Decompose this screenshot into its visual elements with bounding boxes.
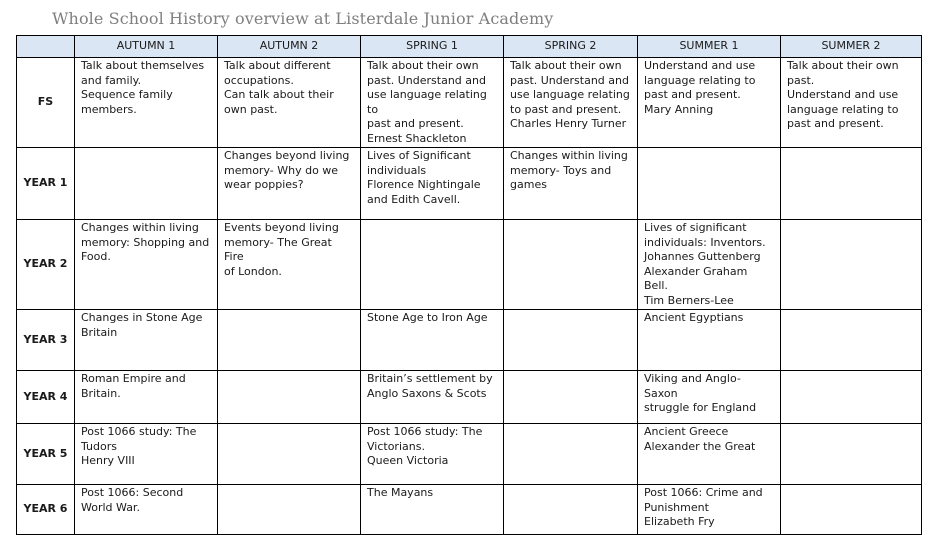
cell-text-line: Talk about their own bbox=[367, 59, 479, 72]
cell-text-line: Britain bbox=[81, 325, 118, 339]
cell-text-line: Talk about themselves bbox=[81, 59, 205, 72]
cell-text-line: Post 1066 study: The bbox=[367, 425, 483, 438]
cell-text-line: Johannes Guttenberg bbox=[644, 250, 761, 263]
table-cell bbox=[75, 220, 218, 310]
table-cell bbox=[361, 424, 504, 485]
cell-text-line: memory- The Great Fire bbox=[224, 235, 336, 263]
row-header: FS bbox=[17, 58, 75, 148]
cell-text-line: past and present. bbox=[644, 88, 741, 101]
cell-text-line: Talk about different bbox=[224, 59, 331, 72]
table-cell bbox=[504, 58, 638, 148]
table-cell bbox=[781, 310, 922, 371]
column-header: SUMMER 1 bbox=[638, 36, 781, 58]
cell-text-line: Food. bbox=[81, 250, 111, 263]
cell-text-line: Henry VIII bbox=[81, 454, 135, 467]
cell-text-line: Sequence family bbox=[81, 88, 173, 101]
table-cell bbox=[781, 485, 922, 535]
column-header: SPRING 2 bbox=[504, 36, 638, 58]
cell-text-line: and family. bbox=[81, 73, 142, 87]
table-row bbox=[17, 148, 922, 220]
cell-text-line: individuals bbox=[367, 163, 427, 177]
table-row bbox=[17, 424, 922, 485]
table-cell bbox=[638, 148, 781, 220]
row-header: YEAR 4 bbox=[17, 371, 75, 424]
cell-text-line: Stone Age to Iron Age bbox=[367, 311, 488, 324]
corner-cell bbox=[17, 36, 75, 58]
cell-text-line: past and present. bbox=[367, 117, 464, 130]
table-cell bbox=[361, 58, 504, 148]
cell-text-line: individuals: Inventors. bbox=[644, 235, 766, 249]
table-cell bbox=[638, 220, 781, 310]
table-cell bbox=[504, 485, 638, 535]
table-cell bbox=[218, 371, 361, 424]
table-cell bbox=[781, 148, 922, 220]
table-cell bbox=[638, 371, 781, 424]
header-row bbox=[17, 36, 922, 58]
table-cell bbox=[218, 58, 361, 148]
cell-text-line: language relating to bbox=[787, 102, 899, 116]
table-cell bbox=[361, 310, 504, 371]
cell-text-line: Tim Berners-Lee bbox=[644, 293, 734, 307]
cell-text-line: Victorians. bbox=[367, 439, 425, 453]
cell-text-line: Post 1066: Crime and bbox=[644, 486, 763, 499]
cell-text-line: members. bbox=[81, 102, 137, 116]
table-cell bbox=[504, 310, 638, 371]
table-cell bbox=[781, 424, 922, 485]
row-header: YEAR 3 bbox=[17, 310, 75, 371]
cell-text-line: Tudors bbox=[81, 439, 117, 453]
table-cell bbox=[218, 310, 361, 371]
table-row bbox=[17, 485, 922, 535]
column-header: SUMMER 2 bbox=[781, 36, 922, 58]
table-cell bbox=[75, 310, 218, 371]
cell-text-line: struggle for England bbox=[644, 401, 757, 414]
table-row bbox=[17, 58, 922, 148]
cell-text-line: use language relating to bbox=[367, 88, 491, 116]
table-cell bbox=[361, 371, 504, 424]
cell-text-line: Understand and use bbox=[644, 59, 756, 72]
table-row bbox=[17, 371, 922, 424]
table-row bbox=[17, 220, 922, 310]
cell-text-line: memory- Why do we bbox=[224, 163, 339, 177]
cell-text-line: Punishment bbox=[644, 500, 709, 514]
cell-text-line: to past and present. bbox=[510, 102, 622, 116]
cell-text-line: Florence Nightingale bbox=[367, 178, 481, 191]
cell-text-line: Viking and Anglo-Saxon bbox=[644, 372, 741, 400]
cell-text-line: Ancient Greece bbox=[644, 425, 729, 438]
table-cell bbox=[75, 485, 218, 535]
table-cell bbox=[75, 148, 218, 220]
cell-text-line: Post 1066 study: The bbox=[81, 425, 197, 438]
row-header: YEAR 1 bbox=[17, 148, 75, 220]
cell-text-line: Lives of Significant bbox=[367, 149, 471, 162]
cell-text-line: Charles Henry Turner bbox=[510, 117, 627, 130]
cell-text-line: games bbox=[510, 178, 547, 191]
table-cell bbox=[504, 148, 638, 220]
cell-text-line: memory: Shopping and bbox=[81, 235, 210, 249]
column-header: AUTUMN 2 bbox=[218, 36, 361, 58]
cell-text-line: Changes within living bbox=[510, 149, 628, 162]
table-cell bbox=[638, 485, 781, 535]
table-cell bbox=[781, 371, 922, 424]
table-cell bbox=[218, 424, 361, 485]
table-cell bbox=[504, 424, 638, 485]
table-cell bbox=[361, 485, 504, 535]
table-cell bbox=[504, 220, 638, 310]
cell-text-line: Changes in Stone Age bbox=[81, 311, 203, 324]
table-cell bbox=[361, 148, 504, 220]
table-cell bbox=[781, 220, 922, 310]
cell-text-line: Ernest Shackleton bbox=[367, 131, 467, 145]
cell-text-line: occupations. bbox=[224, 73, 294, 87]
cell-text-line: Mary Anning bbox=[644, 102, 714, 116]
cell-text-line: Anglo Saxons & Scots bbox=[367, 386, 487, 400]
cell-text-line: Queen Victoria bbox=[367, 454, 449, 467]
cell-text-line: Ancient Egyptians bbox=[644, 311, 744, 324]
column-header: AUTUMN 1 bbox=[75, 36, 218, 58]
cell-text-line: past and present. bbox=[787, 117, 884, 130]
table-row bbox=[17, 310, 922, 371]
cell-text-line: Roman Empire and bbox=[81, 372, 186, 385]
cell-text-line: Changes within living bbox=[81, 221, 199, 234]
cell-text-line: Understand and use bbox=[787, 88, 899, 101]
table-cell bbox=[218, 148, 361, 220]
cell-text-line: Post 1066: Second bbox=[81, 486, 184, 499]
column-header: SPRING 1 bbox=[361, 36, 504, 58]
cell-text-line: use language relating bbox=[510, 88, 630, 101]
cell-text-line: Alexander the Great bbox=[644, 439, 756, 453]
table-cell bbox=[781, 58, 922, 148]
cell-text-line: World War. bbox=[81, 500, 140, 514]
history-overview-table bbox=[16, 35, 922, 535]
cell-text-line: wear poppies? bbox=[224, 178, 304, 191]
table-cell bbox=[218, 485, 361, 535]
document-title: Whole School History overview at Listerdale Junior Academy bbox=[52, 9, 554, 28]
cell-text-line: Talk about their own bbox=[510, 59, 622, 72]
row-header: YEAR 2 bbox=[17, 220, 75, 310]
table-cell bbox=[218, 220, 361, 310]
cell-text-line: Changes beyond living bbox=[224, 149, 350, 162]
cell-text-line: Elizabeth Fry bbox=[644, 515, 715, 528]
table-cell bbox=[638, 310, 781, 371]
cell-text-line: Alexander Graham Bell. bbox=[644, 264, 751, 292]
cell-text-line: Talk about their own bbox=[787, 59, 899, 72]
table-cell bbox=[75, 58, 218, 148]
row-header: YEAR 6 bbox=[17, 485, 75, 535]
table-cell bbox=[75, 371, 218, 424]
cell-text-line: memory- Toys and bbox=[510, 163, 612, 177]
cell-text-line: Britain. bbox=[81, 386, 121, 400]
cell-text-line: past. Understand and bbox=[367, 73, 486, 87]
table-cell bbox=[504, 371, 638, 424]
row-header: YEAR 5 bbox=[17, 424, 75, 485]
cell-text-line: and Edith Cavell. bbox=[367, 192, 461, 206]
cell-text-line: of London. bbox=[224, 264, 282, 278]
cell-text-line: Events beyond living bbox=[224, 221, 339, 234]
cell-text-line: language relating to bbox=[644, 73, 756, 87]
table-cell bbox=[638, 424, 781, 485]
cell-text-line: past. bbox=[787, 73, 815, 87]
table-cell bbox=[361, 220, 504, 310]
cell-text-line: Britain’s settlement by bbox=[367, 372, 493, 385]
cell-text-line: The Mayans bbox=[367, 486, 434, 499]
cell-text-line: own past. bbox=[224, 102, 278, 116]
table-cell bbox=[75, 424, 218, 485]
cell-text-line: Lives of significant bbox=[644, 221, 747, 234]
cell-text-line: Can talk about their bbox=[224, 88, 334, 101]
table-cell bbox=[638, 58, 781, 148]
cell-text-line: past. Understand and bbox=[510, 73, 629, 87]
table-body bbox=[17, 58, 922, 535]
